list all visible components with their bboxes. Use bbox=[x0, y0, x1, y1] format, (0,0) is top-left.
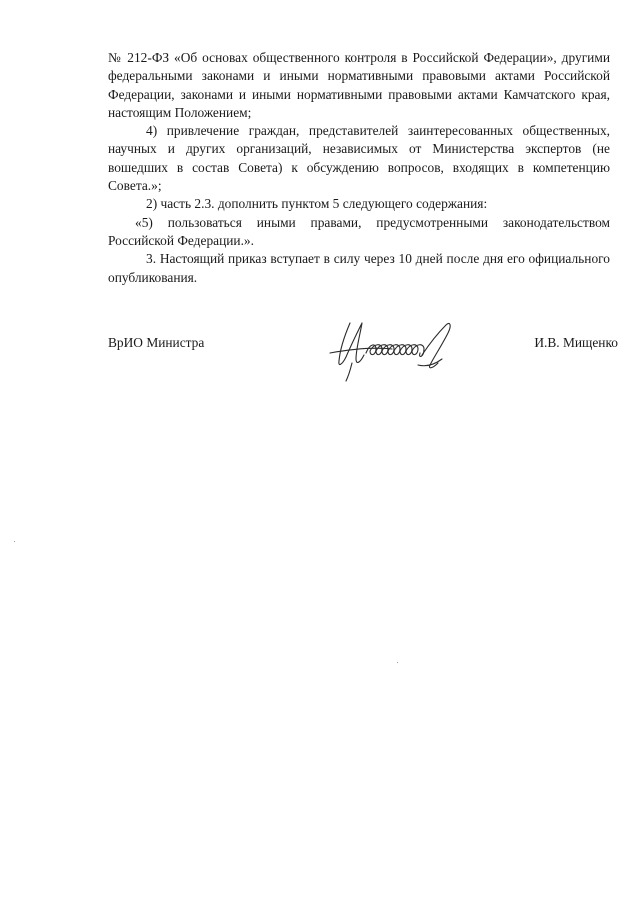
paragraph-point-3: 3. Настоящий приказ вступает в силу через 10 дней после дня его официального опубликования. bbox=[108, 251, 610, 285]
paragraph-item-5-quote: «5) пользоваться иными правами, предусмотренными законодательством Российской Федерации.». bbox=[108, 214, 610, 248]
document-body bbox=[108, 49, 610, 287]
paragraph-part-2-3: 2) часть 2.3. дополнить пунктом 5 следующего содержания: bbox=[146, 196, 488, 212]
scan-speck bbox=[397, 662, 398, 663]
paragraph-item-4: 4) привлечение граждан, представителей заинтересованных общественных, научных и других организаций, независимых от Министерства экспертов (не вошедших в состав Совета) к обсуждению вопросов, входящих в компетенцию Совета.»; bbox=[108, 123, 610, 194]
signature-block bbox=[108, 331, 618, 371]
paragraph-legal-basis: № 212-ФЗ «Об основах общественного контроля в Российской Федерации», другими федеральными законами и иными нормативными правовыми актами Российской Федерации, законами и иными нормативными правовыми актами Камчатского края, настоящим Положением; bbox=[108, 50, 610, 120]
signatory-name: И.В. Мищенко bbox=[534, 335, 618, 350]
scan-speck bbox=[14, 541, 15, 542]
handwritten-signature bbox=[322, 313, 472, 383]
signatory-role: ВрИО Министра bbox=[108, 335, 205, 350]
